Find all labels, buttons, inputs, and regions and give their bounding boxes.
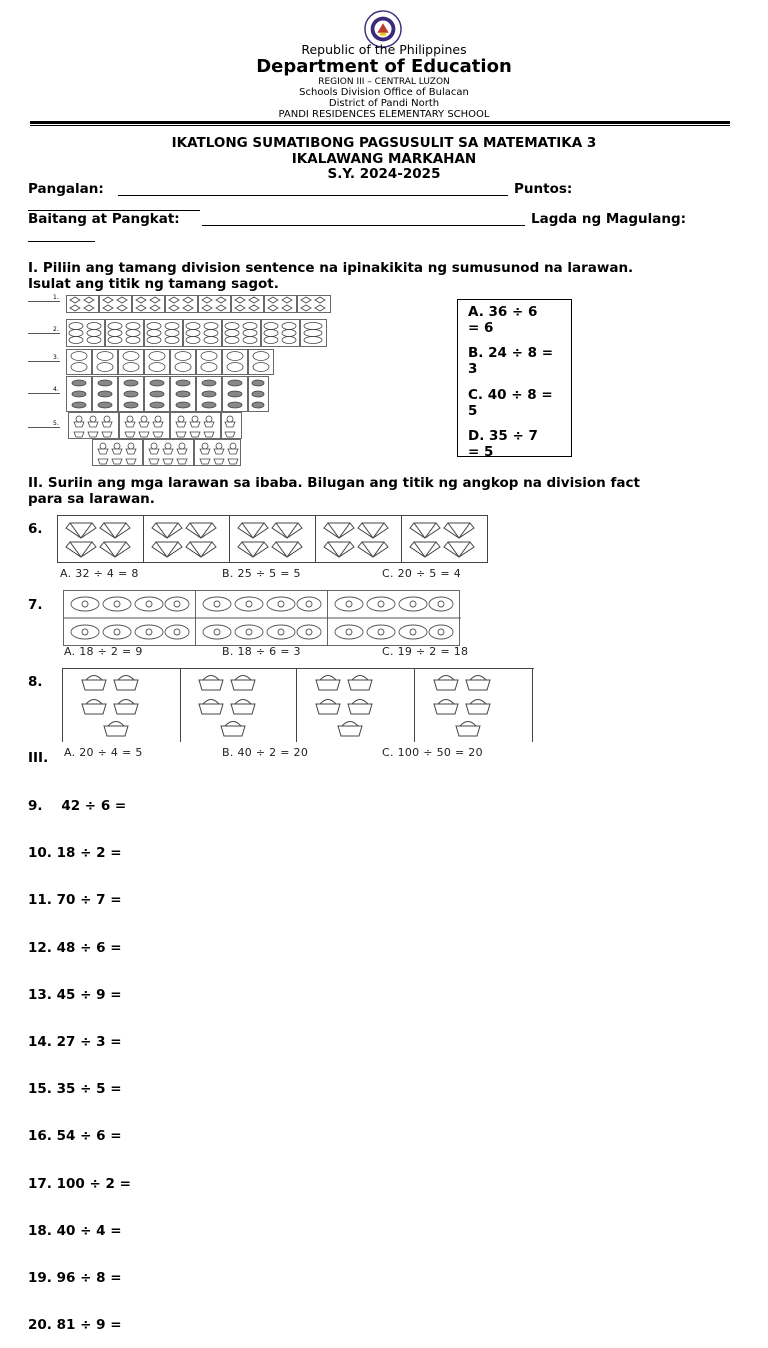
oval-groups-picture bbox=[66, 319, 328, 347]
choice-c-line2: 5 bbox=[468, 403, 478, 419]
item-7-option-a[interactable]: A. 18 ÷ 2 = 9 bbox=[64, 645, 143, 658]
region-text: REGION III – CENTRAL LUZON bbox=[318, 77, 450, 87]
division-text: Schools Division Office of Bulacan bbox=[299, 87, 469, 98]
part3-item-10: 10. 18 ÷ 2 = bbox=[28, 845, 122, 862]
part1-instruction-line2: Isulat ang titik ng tamang sagot. bbox=[28, 276, 279, 292]
part3-items bbox=[28, 766, 131, 1348]
item-6-option-b[interactable]: B. 25 ÷ 5 = 5 bbox=[222, 567, 301, 580]
item-7-option-c[interactable]: C. 19 ÷ 2 = 18 bbox=[382, 645, 469, 658]
choice-d-line2: = 5 bbox=[468, 444, 494, 457]
choice-c bbox=[468, 387, 568, 419]
answer-blank-2[interactable] bbox=[28, 333, 60, 334]
part2-instruction-line2: para sa larawan. bbox=[28, 491, 155, 507]
parent-signature-label: Lagda ng Magulang: bbox=[531, 211, 687, 227]
school-text: PANDI RESIDENCES ELEMENTARY SCHOOL bbox=[278, 109, 490, 120]
quarter-title: IKALAWANG MARKAHAN bbox=[291, 151, 477, 167]
choice-b-line2: 3 bbox=[468, 361, 478, 377]
choice-d-line1: D. 35 ÷ 7 bbox=[468, 428, 538, 444]
item-6-option-a[interactable]: A. 32 ÷ 4 = 8 bbox=[60, 567, 139, 580]
choice-a-line2: = 6 bbox=[468, 320, 494, 336]
part3-item-18: 18. 40 ÷ 4 = bbox=[28, 1222, 122, 1239]
part1-instruction-line1: I. Piliin ang tamang division sentence na ipinakikita ng sumusunod na larawan. bbox=[28, 260, 634, 276]
diamond-groups-picture bbox=[57, 515, 489, 563]
part3-item-9: 9. 42 ÷ 6 = bbox=[28, 798, 127, 814]
part3-item-16: 16. 54 ÷ 6 = bbox=[28, 1128, 122, 1145]
item-8-option-c[interactable]: C. 100 ÷ 50 = 20 bbox=[382, 746, 483, 759]
item-number-1: 1. bbox=[53, 294, 59, 301]
score-label: Puntos: bbox=[514, 181, 573, 197]
school-year: S.Y. 2024-2025 bbox=[327, 166, 441, 182]
part3-label: III. bbox=[28, 750, 49, 766]
item-6-number: 6. bbox=[28, 521, 43, 537]
answer-blank-5[interactable] bbox=[28, 427, 60, 428]
part2-instruction-line1: II. Suriin ang mga larawan sa ibaba. Bilugan ang titik ng angkop na division fact bbox=[28, 475, 640, 491]
item-number-3: 3. bbox=[53, 354, 59, 361]
part3-item-19: 19. 96 ÷ 8 = bbox=[28, 1269, 122, 1286]
name-field[interactable] bbox=[118, 195, 508, 196]
flower-groups-picture bbox=[63, 590, 461, 646]
exam-title: IKATLONG SUMATIBONG PAGSUSULIT SA MATEMATIKA 3 bbox=[171, 135, 597, 151]
district-text: District of Pandi North bbox=[328, 98, 440, 109]
part3-item-12: 12. 48 ÷ 6 = bbox=[28, 939, 122, 956]
item-7-option-b[interactable]: B. 18 ÷ 6 = 3 bbox=[222, 645, 301, 658]
item-8-option-b[interactable]: B. 40 ÷ 2 = 20 bbox=[222, 746, 309, 759]
item-number-2: 2. bbox=[53, 326, 59, 333]
header-divider-thin bbox=[30, 125, 730, 126]
choice-a bbox=[468, 304, 568, 336]
grade-section-field[interactable] bbox=[202, 225, 525, 226]
department-title: Department of Education bbox=[256, 56, 512, 77]
basket-groups-picture bbox=[62, 668, 534, 742]
item-number-4: 4. bbox=[53, 386, 59, 393]
item-6-option-c[interactable]: C. 20 ÷ 5 = 4 bbox=[382, 567, 461, 580]
item-8-number: 8. bbox=[28, 674, 43, 690]
choice-a-line1: A. 36 ÷ 6 bbox=[468, 304, 538, 320]
leaf-groups-picture bbox=[66, 376, 270, 412]
answer-blank-1[interactable] bbox=[28, 301, 60, 302]
part1-choices-box bbox=[457, 299, 572, 457]
part3-item-14: 14. 27 ÷ 3 = bbox=[28, 1033, 122, 1050]
item-number-5: 5. bbox=[53, 420, 59, 427]
part3-item-17: 17. 100 ÷ 2 = bbox=[28, 1175, 131, 1192]
republic-text: Republic of the Philippines bbox=[301, 42, 467, 57]
circle-groups-picture bbox=[66, 349, 280, 375]
rhombus-groups-picture bbox=[66, 295, 332, 313]
grade-section-label: Baitang at Pangkat: bbox=[28, 211, 180, 227]
name-label: Pangalan: bbox=[28, 181, 104, 197]
part3-item-13: 13. 45 ÷ 9 = bbox=[28, 986, 122, 1003]
item-7-number: 7. bbox=[28, 597, 43, 613]
cupcake-groups-picture bbox=[68, 412, 244, 467]
answer-blank-3[interactable] bbox=[28, 361, 60, 362]
choice-b-line1: B. 24 ÷ 8 = bbox=[468, 345, 554, 361]
part3-item-20: 20. 81 ÷ 9 = bbox=[28, 1317, 122, 1334]
item-8-option-a[interactable]: A. 20 ÷ 4 = 5 bbox=[64, 746, 143, 759]
choice-d bbox=[468, 428, 568, 457]
part3-item-15: 15. 35 ÷ 5 = bbox=[28, 1081, 122, 1098]
choice-c-line1: C. 40 ÷ 8 = bbox=[468, 387, 553, 403]
part3-item-11: 11. 70 ÷ 7 = bbox=[28, 892, 122, 909]
header-divider-thick bbox=[30, 121, 730, 124]
parent-signature-field[interactable] bbox=[28, 241, 95, 242]
answer-blank-4[interactable] bbox=[28, 393, 60, 394]
choice-b bbox=[468, 345, 568, 377]
